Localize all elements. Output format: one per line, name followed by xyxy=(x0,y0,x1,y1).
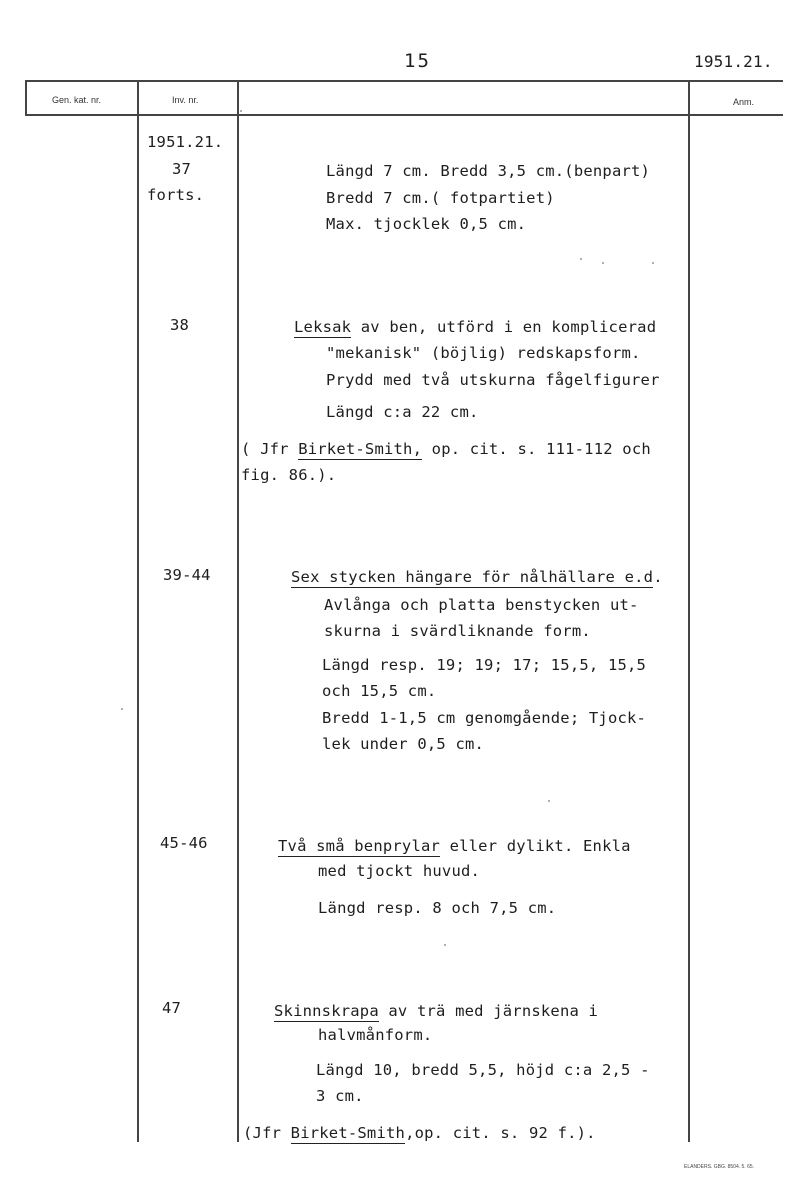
inv-number-38: 38 xyxy=(170,316,190,334)
scan-speck xyxy=(444,944,446,946)
entry-38-line-2: "mekanisk" (böjlig) redskapsform. xyxy=(326,344,641,362)
inv-number-39-44: 39-44 xyxy=(163,566,211,584)
inv-number-47: 47 xyxy=(162,999,182,1017)
entry-47-line-1-rest: av trä med järnskena i xyxy=(378,1002,599,1020)
entry-39-title: Sex stycken hängare för nålhällare e.d xyxy=(291,568,654,586)
entry-45-line-3: Längd resp. 8 och 7,5 cm. xyxy=(318,899,557,917)
entry-39-line-2: skurna i svärdliknande form. xyxy=(324,622,591,640)
scan-speck xyxy=(652,262,654,264)
entry-37-line-3: Max. tjocklek 0,5 cm. xyxy=(326,215,527,233)
entry-47-title: Skinnskrapa xyxy=(274,1002,379,1020)
entry-39-title-line xyxy=(291,568,663,586)
top-reference: 1951.21. xyxy=(694,52,773,71)
column-header-gen-kat: Gen. kat. nr. xyxy=(52,95,102,105)
entry-38-reference-post: op. cit. s. 111-112 och xyxy=(422,440,651,458)
column-header-inv: Inv. nr. xyxy=(172,95,199,105)
scan-speck xyxy=(121,708,123,710)
entry-47-reference xyxy=(243,1124,596,1142)
scan-speck xyxy=(240,110,242,112)
scan-speck xyxy=(548,800,550,802)
entry-47-reference-pre: (Jfr xyxy=(243,1124,291,1142)
entry-39-line-6: lek under 0,5 cm. xyxy=(322,735,485,753)
column-divider-1 xyxy=(137,80,139,1142)
column-divider-3 xyxy=(688,80,690,1142)
entry-38-reference-pre: ( Jfr xyxy=(241,440,299,458)
page-number: 15 xyxy=(404,50,431,72)
entry-47-line-4: 3 cm. xyxy=(316,1087,364,1105)
inv-number-45-46: 45-46 xyxy=(160,834,208,852)
header-bottom-rule xyxy=(25,114,783,116)
entry-39-line-4: och 15,5 cm. xyxy=(322,682,437,700)
inv-number-forts: forts. xyxy=(147,186,205,204)
entry-39-title-tail: . xyxy=(653,568,663,586)
printer-mark: ELANDERS. GBG. 8504. 5. 65. xyxy=(684,1164,755,1170)
entry-39-line-5: Bredd 1-1,5 cm genomgående; Tjock- xyxy=(322,709,647,727)
entry-47-reference-post: ,op. cit. s. 92 f.). xyxy=(405,1124,596,1142)
entry-38-reference-author: Birket-Smith, xyxy=(298,440,423,458)
entry-45-line-1 xyxy=(278,837,631,855)
header-top-rule xyxy=(25,80,783,82)
entry-47-line-2: halvmånform. xyxy=(318,1026,433,1044)
entry-39-line-3: Längd resp. 19; 19; 17; 15,5, 15,5 xyxy=(322,656,647,674)
left-border-line xyxy=(25,80,27,116)
scan-speck xyxy=(602,262,604,264)
entry-38-line-3: Prydd med två utskurna fågelfigurer xyxy=(326,371,660,389)
entry-37-line-2: Bredd 7 cm.( fotpartiet) xyxy=(326,189,555,207)
entry-38-line-1-rest: av ben, utförd i en komplicerad xyxy=(351,318,657,336)
entry-38-reference-line-2: fig. 86.). xyxy=(241,466,337,484)
entry-45-title: Två små benprylar xyxy=(278,837,441,855)
scan-speck xyxy=(580,258,582,260)
entry-38-line-4: Längd c:a 22 cm. xyxy=(326,403,479,421)
entry-47-line-3: Längd 10, bredd 5,5, höjd c:a 2,5 - xyxy=(316,1061,650,1079)
entry-47-reference-author: Birket-Smith xyxy=(290,1124,406,1142)
inv-number-37: 37 xyxy=(172,160,192,178)
entry-37-line-1: Längd 7 cm. Bredd 3,5 cm.(benpart) xyxy=(326,162,651,180)
entry-39-line-1: Avlånga och platta benstycken ut- xyxy=(324,596,639,614)
column-divider-2 xyxy=(237,80,239,1142)
entry-38-line-1 xyxy=(294,318,656,336)
entry-38-reference xyxy=(241,440,651,458)
column-header-anm: Anm. xyxy=(733,97,755,107)
inv-number-year: 1951.21. xyxy=(147,133,224,151)
entry-45-line-1-rest: eller dylikt. Enkla xyxy=(440,837,631,855)
entry-47-line-1 xyxy=(274,1002,598,1020)
entry-45-line-2: med tjockt huvud. xyxy=(318,862,481,880)
entry-38-title: Leksak xyxy=(294,318,352,336)
